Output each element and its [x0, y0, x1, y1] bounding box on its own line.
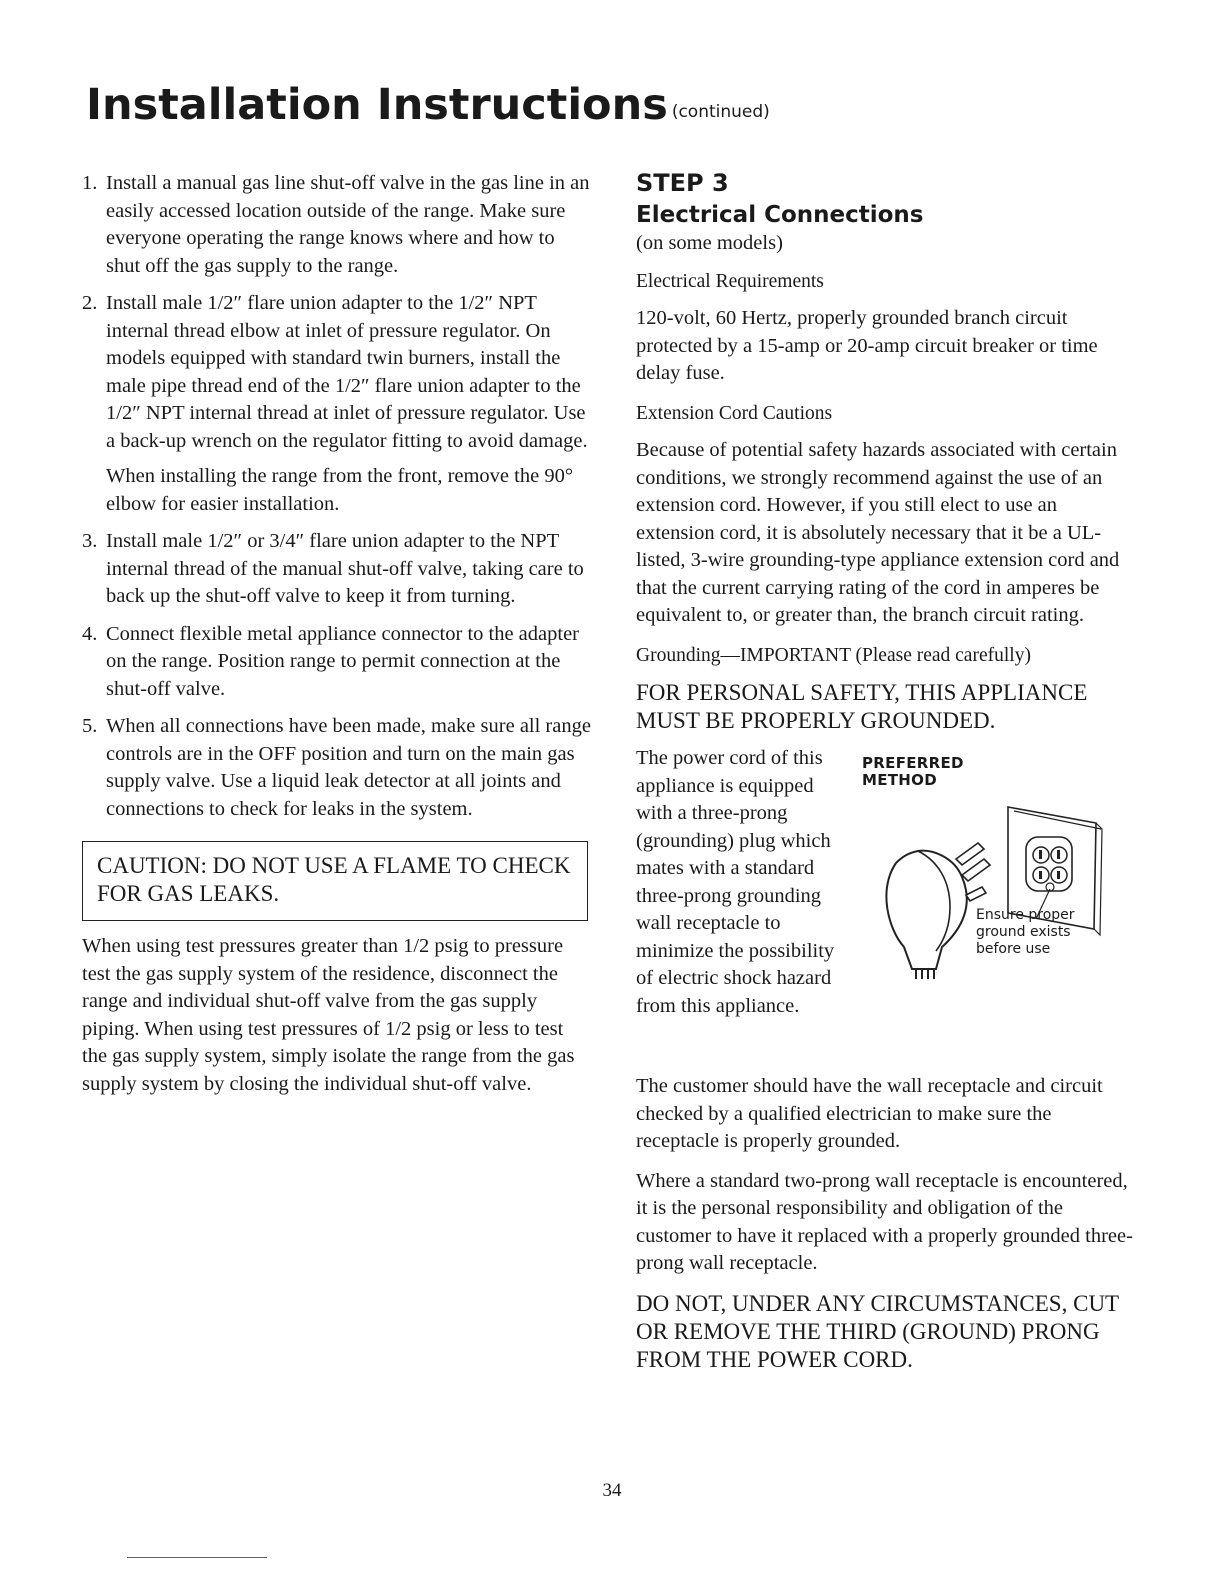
step-item [82, 290, 592, 518]
installation-steps [82, 170, 592, 823]
electrical-requirements-text: 120-volt, 60 Hertz, properly grounded branch circuit protected by a 15-amp or 20-amp circuit breaker or time delay fuse. [636, 307, 1098, 384]
step-paragraph: When installing the range from the front, remove the 90° elbow for easier installation. [106, 465, 574, 515]
figure-caption-line: ground exists [976, 924, 1071, 940]
step-paragraph: Install a manual gas line shut-off valve in the gas line in an easily accessed location outside of the range. Make sure everyone operating the range knows where and how to shut off the gas supply to the range. [106, 172, 590, 277]
extension-cord-heading: Extension Cord Cautions [636, 402, 833, 424]
figure-caption-line: Ensure proper [976, 907, 1075, 923]
step-item [82, 528, 592, 611]
step-paragraph: When all connections have been made, make sure all range controls are in the OFF position and turn on the main gas supply valve. Use a liquid leak detector at all joints and connections to check for leaks in the system. [106, 715, 591, 820]
step-number: 4. [82, 622, 98, 645]
page-title-text: Installation Instructions [86, 80, 668, 130]
grounding-warning: FOR PERSONAL SAFETY, THIS APPLIANCE MUST BE PROPERLY GROUNDED. [636, 680, 1088, 733]
step-paragraph: Connect flexible metal appliance connector to the adapter on the range. Position range to permit connection at the shut-off valve. [106, 622, 580, 700]
final-warning: DO NOT, UNDER ANY CIRCUMSTANCES, CUT OR REMOVE THE THIRD (GROUND) PRONG FROM THE POWER CORD. [636, 1290, 1119, 1372]
power-cord-text: The power cord of this appliance is equipped with a three-prong (grounding) plug which mates with a standard three-prong grounding wall receptacle to minimize the possibility of electric shock hazard from this appliance. [636, 747, 835, 1017]
figure-caption-line: before use [976, 941, 1051, 957]
step-item [82, 713, 592, 823]
step-number: 1. [82, 172, 98, 194]
test-pressure-paragraph: When using test pressures greater than 1/2 psig to pressure test the gas supply system of the residence, disconnect the range and individual shut-off valve from the gas supply piping. When using test pressures of 1/2 psig or less to test the gas supply system, simply isolate the range from the gas supply system by closing the individual shut-off valve. [82, 935, 575, 1095]
two-prong-text: Where a standard two-prong wall receptacle is encountered, it is the personal responsibility and obligation of the customer to have it replaced with a properly grounded three-prong wall receptacle. [636, 1169, 1133, 1274]
step-item [82, 621, 592, 704]
step-number: 5. [82, 715, 98, 737]
caution-box: CAUTION: DO NOT USE A FLAME TO CHECK FOR GAS LEAKS. [82, 841, 588, 921]
section-note: (on some models) [636, 232, 783, 254]
step-item [82, 170, 592, 280]
grounding-heading: Grounding—IMPORTANT (Please read carefully) [636, 644, 1031, 666]
page-title [86, 80, 770, 130]
figure-label-line: PREFERRED [862, 754, 964, 772]
page-number: 34 [602, 1480, 622, 1501]
step-paragraph: Install male 1/2″ flare union adapter to the 1/2″ NPT internal thread elbow at inlet of pressure regulator. On models equipped with standard twin burners, install the male pipe thread end of the 1/2″ flare union adapter to the 1/2″ NPT internal thread at inlet of pressure regulator. Use a back-up wrench on the regulator fitting to avoid damage. [106, 292, 588, 452]
figure-caption [976, 907, 1075, 958]
step-number: 3. [82, 530, 98, 552]
step-number: 2. [82, 292, 98, 314]
continued-label: (continued) [671, 102, 770, 122]
plug-receptacle-figure [858, 745, 1128, 1165]
customer-check-text: The customer should have the wall receptacle and circuit checked by a qualified electrician to make sure the receptacle is properly grounded. [636, 1075, 1103, 1152]
step-paragraph: Install male 1/2″ or 3/4″ flare union adapter to the NPT internal thread of the manual shut-off valve, taking care to back up the shut-off valve to keep it from turning. [106, 530, 584, 607]
extension-cord-text: Because of potential safety hazards associated with certain conditions, we strongly recommend against the use of an extension cord. However, if you still elect to use an extension cord, it is absolutely necessary that it be a UL-listed, 3-wire grounding-type appliance extension cord and that the current carrying rating of the cord in amperes be equivalent to, or greater than, the branch circuit rating. [636, 439, 1120, 626]
left-column [82, 170, 592, 1098]
figure-label-line: METHOD [862, 771, 937, 789]
right-column [636, 168, 1136, 1384]
electrical-requirements-heading: Electrical Requirements [636, 270, 824, 292]
section-title: Electrical Connections [636, 202, 924, 228]
step-label: STEP 3 [636, 169, 729, 197]
power-cord-section [636, 745, 1136, 1165]
footer-divider [127, 1557, 267, 1558]
